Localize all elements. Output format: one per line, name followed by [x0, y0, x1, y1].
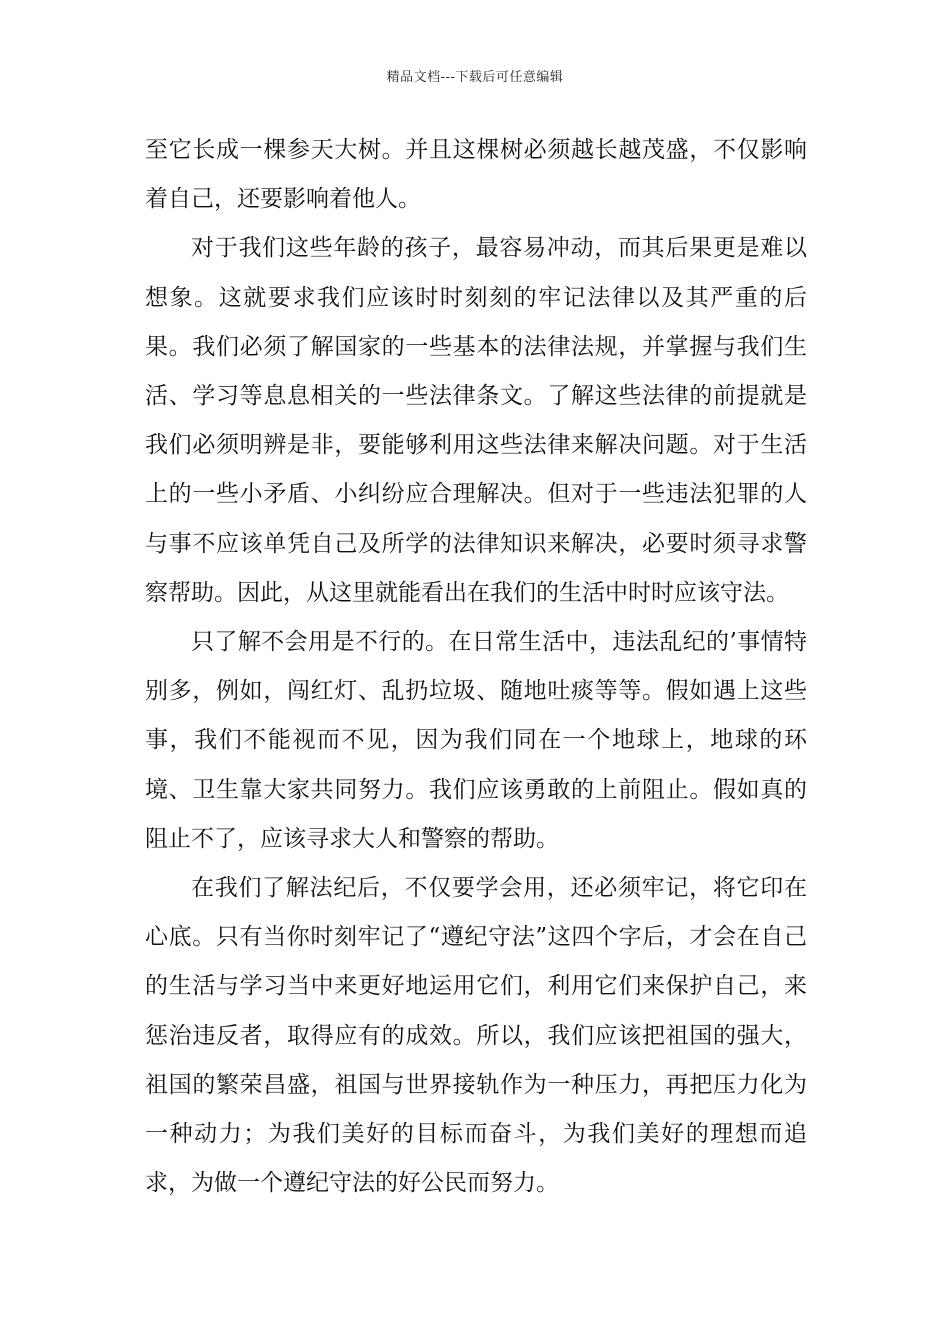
paragraph-1: 至它长成一棵参天大树。并且这棵树必须越长越茂盛，不仅影响着自己，还要影响着他人。 [145, 137, 807, 213]
page-header: 精品文档---下载后可任意编辑 [386, 70, 564, 85]
paragraph-3: 只了解不会用是不行的。在日常生活中，违法乱纪的’事情特别多，例如，闯红灯、乱扔垃圾、随地吐痰等等。假如遇上这些事，我们不能视而不见，因为我们同在一个地球上，地球的环境、卫生靠大家共同努力。我们应该勇敢的上前阻止。假如真的阻止不了，应该寻求大人和警察的帮助。 [145, 629, 807, 852]
paragraph-2: 对于我们这些年龄的孩子，最容易冲动，而其后果更是难以想象。这就要求我们应该时时刻刻的牢记法律以及其严重的后果。我们必须了解国家的一些基本的法律法规，并掌握与我们生活、学习等息息相关的一些法律条文。了解这些法律的前提就是我们必须明辨是非，要能够利用这些法律来解决问题。对于生活上的一些小矛盾、小纠纷应合理解决。但对于一些违法犯罪的人与事不应该单凭自己及所学的法律知识来解决，必要时须寻求警察帮助。因此，从这里就能看出在我们的生活中时时应该守法。 [145, 235, 807, 606]
paragraph-4: 在我们了解法纪后，不仅要学会用，还必须牢记，将它印在心底。只有当你时刻牢记了“遵纪守法”这四个字后，才会在自己的生活与学习当中来更好地运用它们，利用它们来保护自己，来惩治违反者，取得应有的成效。所以，我们应该把祖国的强大，祖国的繁荣昌盛，祖国与世界接轨作为一种压力，再把压力化为一种动力；为我们美好的目标而奋斗，为我们美好的理想而追求，为做一个遵纪守法的好公民而努力。 [145, 875, 807, 1197]
document-body [145, 126, 807, 1208]
